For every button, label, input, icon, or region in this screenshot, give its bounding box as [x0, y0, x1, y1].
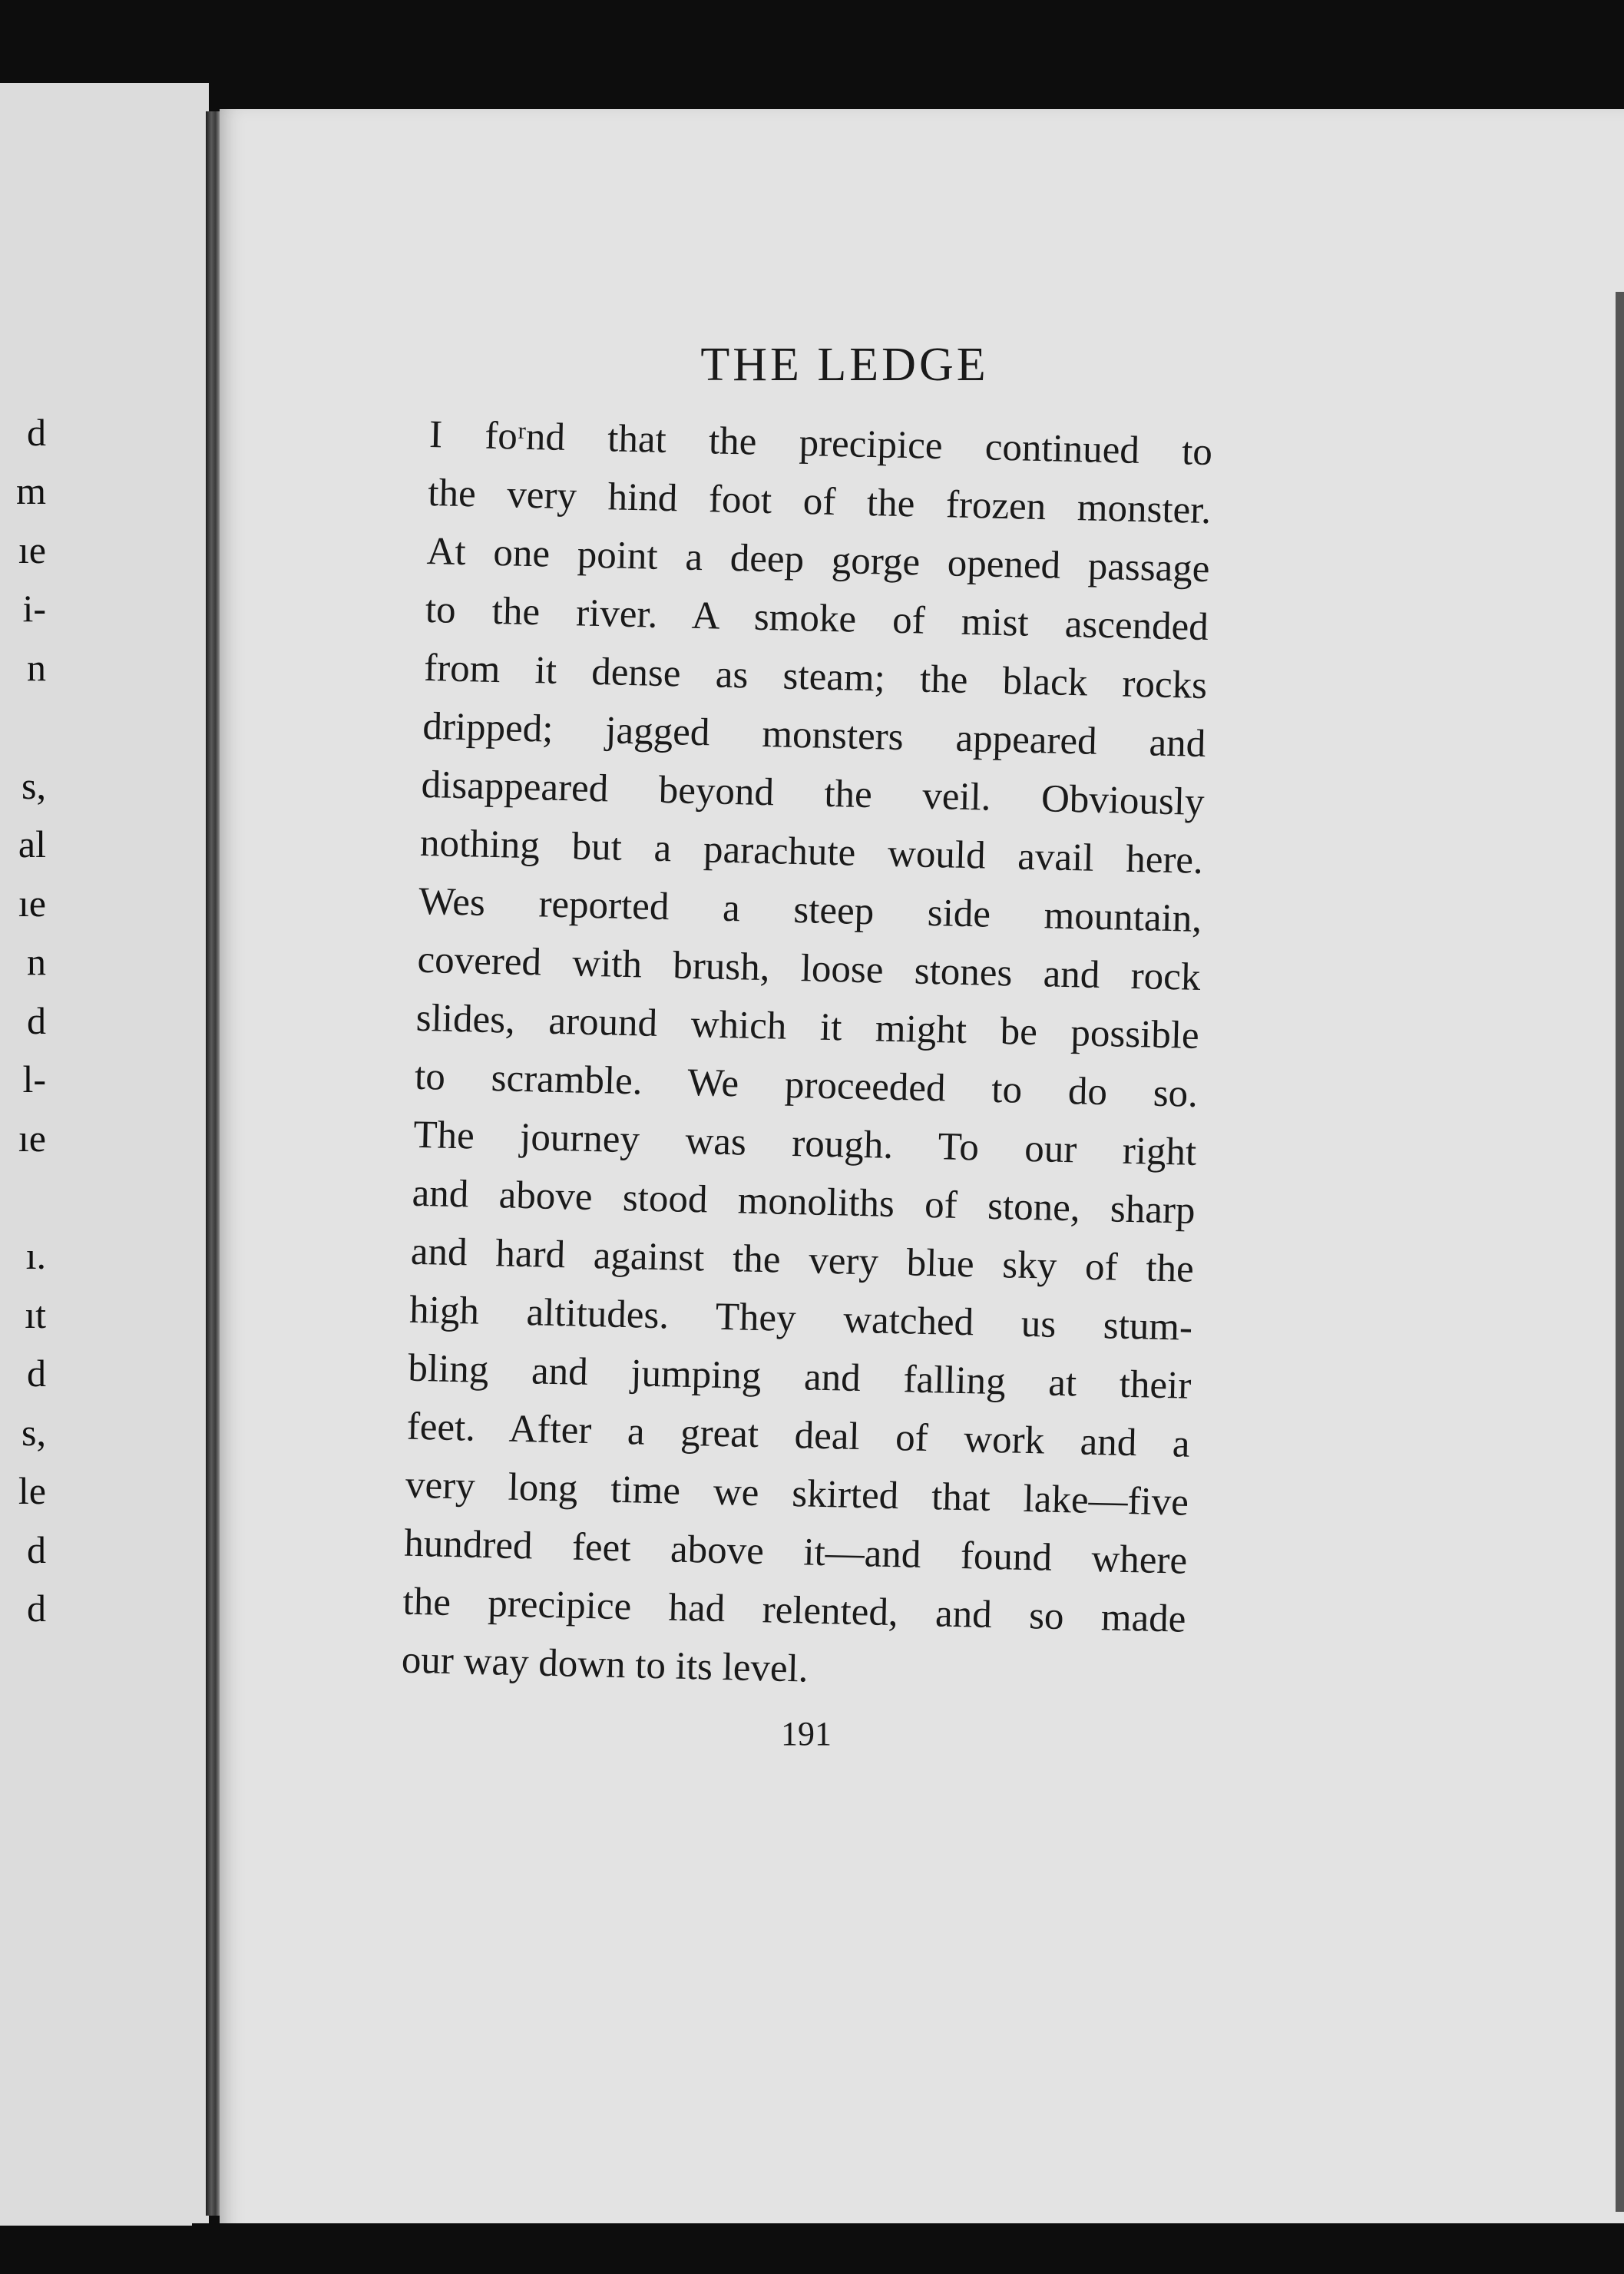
text-line: covered with brush, loose stones and rock — [416, 938, 1201, 999]
right-page-edge-shadow — [1616, 292, 1624, 2212]
left-page-fragment: ıe — [18, 882, 46, 925]
left-page-fragment: d — [27, 1352, 46, 1395]
text-line: The journey was rough. To our right — [412, 1113, 1197, 1174]
text-line: hundred feet above it—and found where — [403, 1521, 1188, 1583]
left-page-fragment: n — [27, 940, 46, 983]
left-page-fragment: d — [27, 1587, 46, 1630]
left-page-fragment: d — [27, 1528, 46, 1571]
left-page-fragment: al — [18, 823, 46, 866]
text-line: our way down to its level. — [401, 1638, 809, 1691]
left-page-fragment: ıe — [18, 528, 46, 571]
left-page-fragment: ıt — [25, 1293, 46, 1336]
left-page-fragment: n — [27, 646, 46, 689]
text-line: and hard against the very blue sky of the — [410, 1230, 1195, 1291]
text-line: bling and jumping and falling at their — [407, 1346, 1192, 1408]
left-page-fragment: i- — [22, 587, 46, 630]
left-page-fragment: d — [27, 999, 46, 1042]
bottom-edge-shadow — [192, 2223, 1624, 2274]
text-line: to the river. A smoke of mist ascended — [425, 588, 1209, 650]
text-line: dripped; jagged monsters appeared and — [422, 704, 1206, 766]
text-line: I foʳnd that the precipice continued to — [428, 412, 1213, 475]
left-page-fragment: ıe — [18, 1117, 46, 1160]
text-line: At one point a deep gorge opened passage — [426, 529, 1211, 591]
left-page-edge — [0, 83, 209, 2226]
text-line: the precipice had relented, and so made — [402, 1580, 1187, 1641]
text-line: feet. After a great deal of work and a — [406, 1405, 1191, 1466]
left-page-fragment: s, — [21, 764, 46, 807]
page-number: 191 — [781, 1715, 832, 1753]
left-page-fragment: s, — [21, 1411, 46, 1454]
text-line: high altitudes. They watched us stum- — [408, 1288, 1193, 1349]
left-page-fragment: d — [27, 411, 46, 454]
book-gutter — [206, 111, 220, 2216]
left-page-fragment: le — [18, 1469, 46, 1512]
text-line: slides, around which it might be possible — [415, 996, 1200, 1058]
left-page-fragment: ı. — [25, 1234, 46, 1277]
body-text — [401, 405, 1213, 1707]
text-line: disappeared beyond the veil. Obviously — [421, 763, 1206, 825]
left-page-fragment: l- — [22, 1058, 46, 1101]
running-head: THE LEDGE — [700, 339, 989, 391]
text-line: nothing but a parachute would avail here. — [419, 821, 1204, 882]
left-page-fragment: m — [16, 469, 46, 512]
text-line: very long time we skirted that lake—five — [405, 1463, 1189, 1524]
text-line: to scramble. We proceeded to do so. — [414, 1054, 1199, 1116]
text-line: and above stood monoliths of stone, sharp — [412, 1171, 1196, 1233]
text-line: Wes reported a steep side mountain, — [418, 879, 1202, 941]
text-line: from it dense as steam; the black rocks — [423, 646, 1208, 708]
text-line: the very hind foot of the frozen monster. — [427, 471, 1212, 533]
